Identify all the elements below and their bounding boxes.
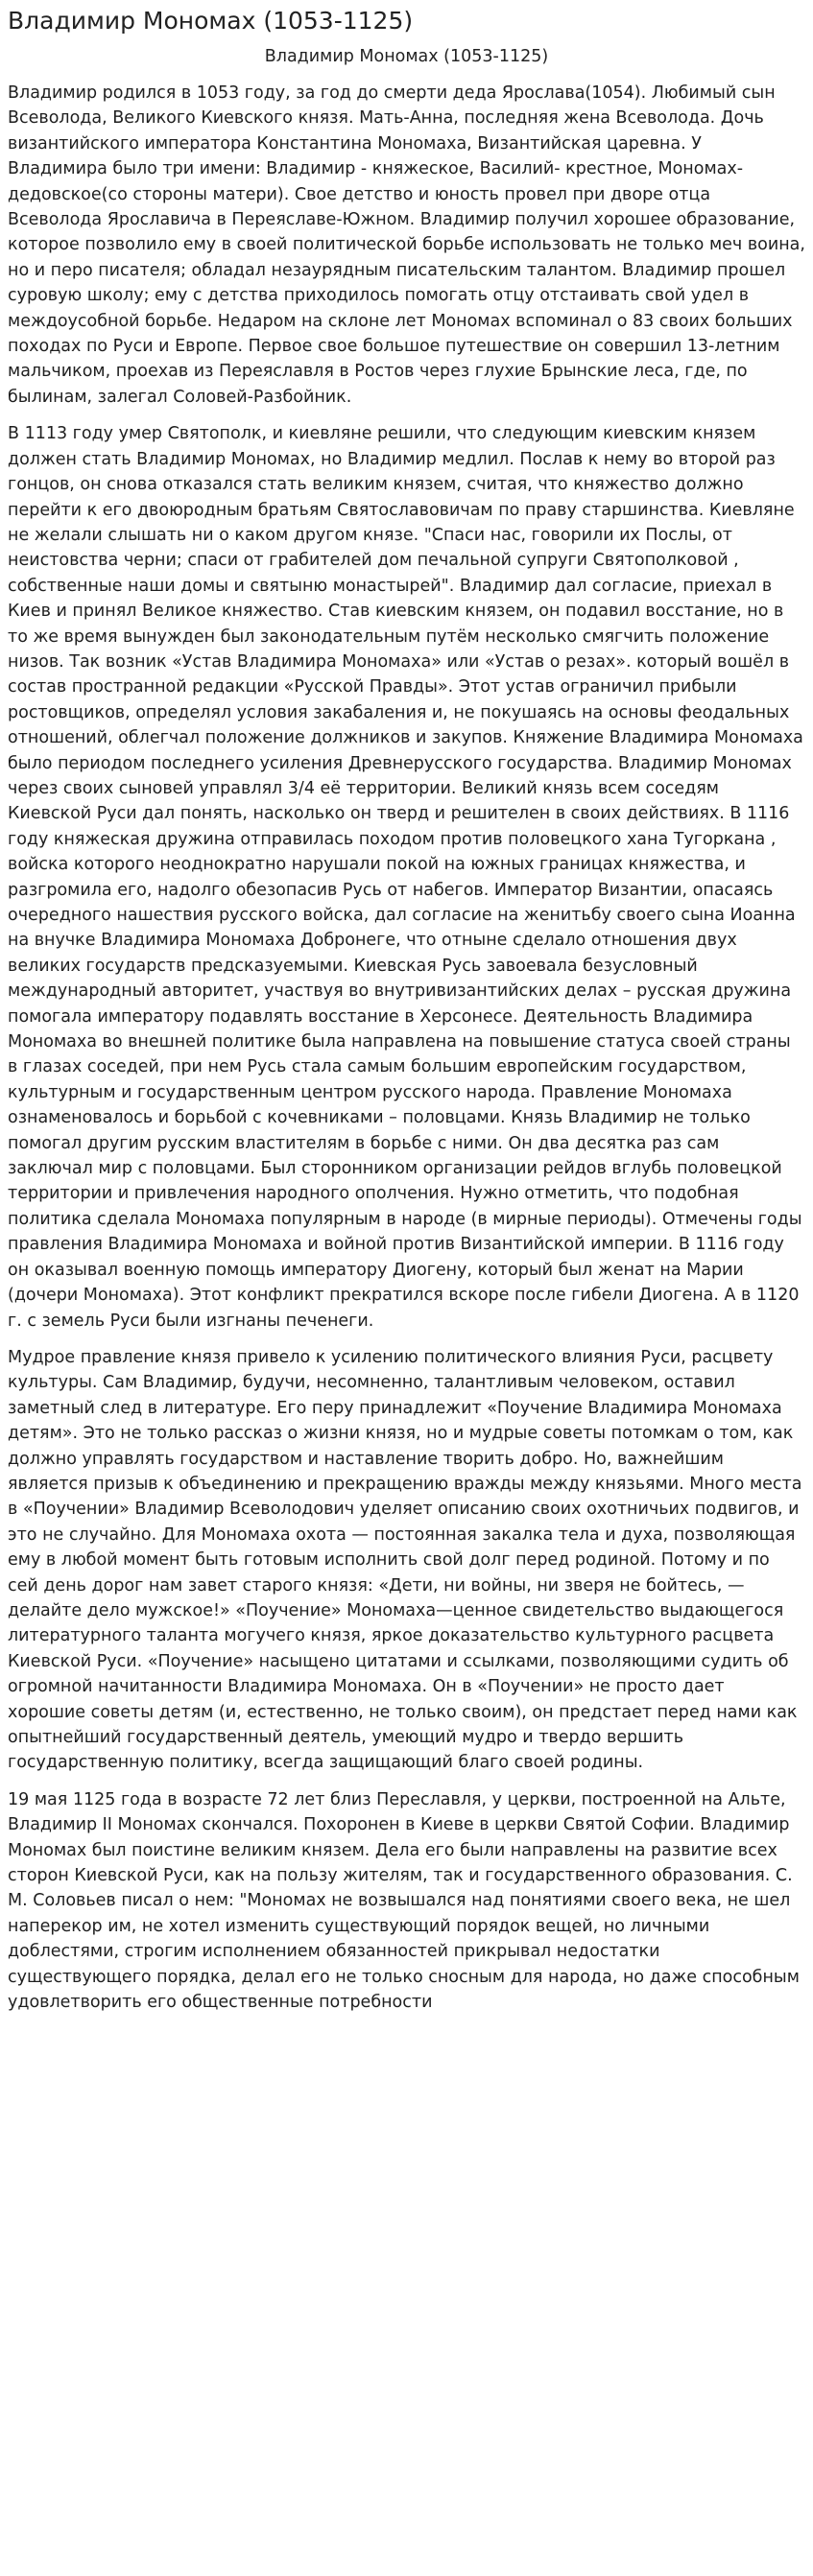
paragraph-reign: В 1113 году умер Святополк, и киевляне решили, что следующим киевским князем должен стать Владимир Мономах, но Владимир медлил. Послав к нему во второй раз гонцов, он снова отказался стать великим князем, считая, что княжество должно перейти к его двоюродным братьям Святославовичам по праву старшинства. Киевляне не желали слышать ни о каком другом князе. "Спаси нас, говорили их Послы, от неистовства черни; спаси от грабителей дом печальной супруги Святополковой , собственные наши домы и святыню монастырей". Владимир дал согласие, приехал в Киев и принял Великое княжество. Став киевским князем, он подавил восстание, но в то же время вынужден был законодательным путём несколько смягчить положение низов. Так возник «Устав Владимира Мономаха» или «Устав о резах». который вошёл в состав пространной редакции «Русской Правды». Этот устав ограничил прибыли ростовщиков, определял условия закабаления и, не покушаясь на основы феодальных отношений, облегчал положение должников и закупов. Княжение Владимира Мономаха было периодом последнего усиления Древнерусского государства. Владимир Мономах через своих сыновей управлял 3/4 её территории. Великий князь всем соседям Киевской Руси дал понять, насколько он тверд и решителен в своих действиях. В 1116 году княжеская дружина отправилась походом против половецкого хана Тугоркана , войска которого неоднократно нарушали покой на южных границах княжества, и разгромила его, надолго обезопасив Русь от набегов. Император Византии, опасаясь очередного нашествия русского войска, дал согласие на женитьбу своего сына Иоанна на внучке Владимира Мономаха Добронеге, что отныне сделало отношения двух великих государств предсказуемыми. Киевская Русь завоевала безусловный международный авторитет, участвуя во внутривизантийских делах – русская дружина помогала императору подавлять восстание в Херсонесе. Деятельность Владимира Мономаха во внешней политике была направлена на повышение статуса своей страны в глазах соседей, при нем Русь стала самым большим европейским государством, культурным и государственным центром русского народа. Правление Мономаха ознаменовалось и борьбой с кочевниками – половцами. Князь Владимир не только помогал другим русским властителям в борьбе с ними. Он два десятка раз сам заключал мир с половцами. Был сторонником организации рейдов вглубь половецкой территории и привлечения народного ополчения. Нужно отметить, что подобная политика сделала Мономаха популярным в народе (в мирные периоды). Отмечены годы правления Владимира Мономаха и войной против Византийской империи. В 1116 году он оказывал военную помощь императору Диогену, который был женат на Марии (дочери Мономаха). Этот конфликт прекратился вскоре после гибели Диогена. А в 1120 г. с земель Руси были изгнаны печенеги. bbox=[8, 424, 803, 1331]
page-title: Владимир Мономах (1053-1125) bbox=[8, 7, 414, 35]
paragraph-biography: Владимир родился в 1053 году, за год до смерти деда Ярослава(1054). Любимый сын Всеволода, Великого Киевского князя. Мать-Анна, последняя жена Всеволода. Дочь византийского императора Константина Мономаха, Византийская царевна. У Владимира было три имени: Владимир - княжеское, Василий- крестное, Мономах- дедовское(со стороны матери). Свое детство и юность провел при дворе отца Всеволода Ярославича в Переяславе-Южном. Владимир получил хорошее образование, которое позволило ему в своей политической борьбе использовать не только меч воина, но и перо писателя; обладал незаурядным писательским талантом. Владимир прошел суровую школу; ему с детства приходилось помогать отцу отстаивать свой удел в междоусобной борьбе. Недаром на склоне лет Мономах вспоминал о 83 своих больших походах по Руси и Европе. Первое свое большое путешествие он совершил 13-летним мальчиком, проехав из Переяславля в Ростов через глухие Брынские леса, где, по былинам, залегал Соловей-Разбойник. bbox=[8, 83, 805, 407]
paragraph-death: 19 мая 1125 года в возрасте 72 лет близ Переславля, у церкви, построенной на Альте, Владимир II Мономах скончался. Похоронен в Киеве в церкви Святой Софии. Владимир Мономах был поистине великим князем. Дела его были направлены на развитие всех сторон Киевской Руси, как на пользу жителям, так и государственного образования. С. М. Соловьев писал о нем: "Мономах не возвышался над понятиями своего века, не шел наперекор им, не хотел изменить существующий порядок вещей, но личными доблестями, строгим исполнением обязанностей прикрывал недостатки существующего порядка, делал его не только сносным для народа, но даже способным удовлетворить его общественные потребности bbox=[8, 1789, 800, 2013]
paragraph-teaching: Мудрое правление князя привело к усилению политического влияния Руси, расцвету культуры. Сам Владимир, будучи, несомненно, талантливым человеком, оставил заметный след в литературе. Его перу принадлежит «Поучение Владимира Мономаха детям». Это не только рассказ о жизни князя, но и мудрые советы потомкам о том, как должно управлять государством и наставление творить добро. Но, важнейшим является призыв к объединению и прекращению вражды между князьями. Много места в «Поучении» Владимир Всеволодович уделяет описанию своих охотничьих подвигов, и это не случайно. Для Мономаха охота — постоянная закалка тела и духа, позволяющая ему в любой момент быть готовым исполнить свой долг перед родиной. Потому и по сей день дорог нам завет старого князя: «Дети, ни войны, ни зверя не бойтесь, — делайте дело мужское!» «Поучение» Мономаха—ценное свидетельство выдающегося литературного таланта могучего князя, яркое доказательство культурного расцвета Киевской Руси. «Поучение» насыщено цитатами и ссылками, позволяющими судить об огромной начитанности Владимира Мономаха. Он в «Поучении» не просто дает хорошие советы детям (и, естественно, не только своим), он предстает перед нами как опытнейший государственный деятель, умеющий мудро и твердо вершить государственную политику, всегда защищающий благо своей родины. bbox=[8, 1347, 802, 1773]
article-subtitle: Владимир Мономах (1053-1125) bbox=[264, 47, 549, 66]
document-page bbox=[0, 6, 813, 2015]
